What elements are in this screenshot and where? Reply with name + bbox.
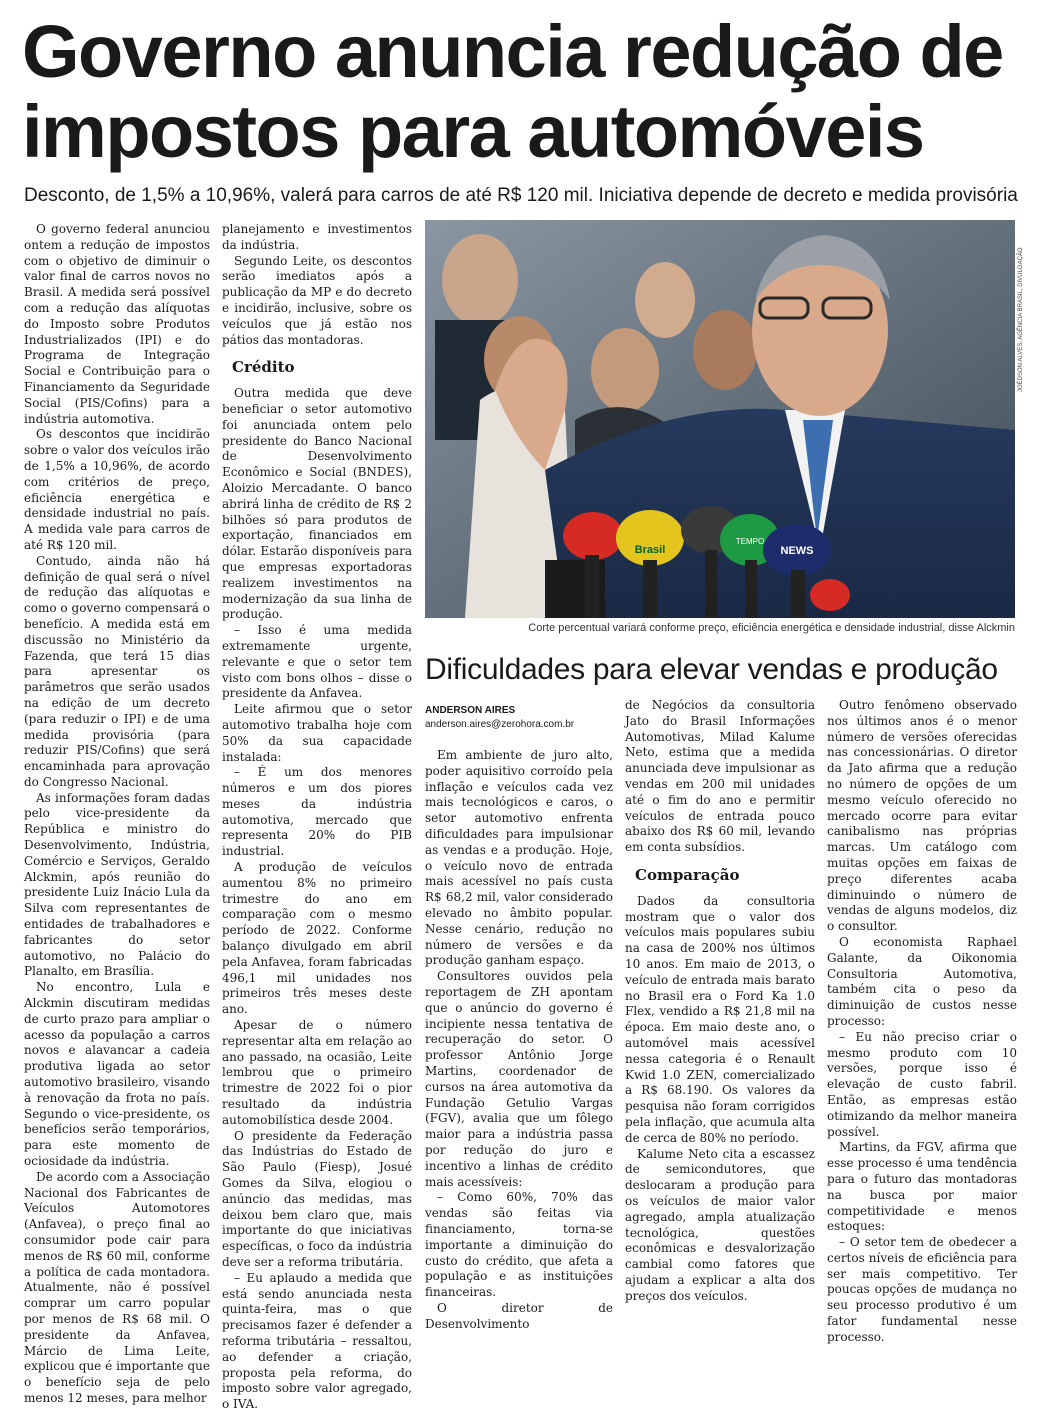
headline: Governo anuncia redução de impostos para automóveis [22,10,1003,173]
paragraph: Dados da consultoria mostram que o valor dos veículos mais populares subiu na casa de 200% nos últimos 10 anos. Em maio de 2013, o veículo de entrada mais barato no Brasil era o Ford Ka 1.0 Flex, vendido a R$ 21,8 mil na época. Em maio deste ano, o automóvel mais acessível nessa categoria é o Renault Kwid 1.0 ZEN, comercializado a R$ 68.190. Os valores da pesquisa não foram corrigidos pela inflação, que acumula alta de cerca de 80% no período. [625,893,815,1145]
paragraph: No encontro, Lula e Alckmin discutiram medidas de curto prazo para ampliar o acesso da população a carros novos e alavancar a cadeia produtiva ligada ao setor automotivo brasileiro, visando à renovação da frota no país. Segundo o vice-presidente, os benefícios serão temporários, para este momento de ociosidade da indústria. [24,980,210,1169]
paragraph: Segundo Leite, os descontos serão imediatos após a publicação da MP e do decreto e incidirão, inclusive, sobre os veículos que já estão nos pátios das montadoras. [222,253,412,347]
sidebar-headline: Dificuldades para elevar vendas e produção [425,653,998,686]
deck: Desconto, de 1,5% a 10,96%, valerá para carros de até R$ 120 mil. Iniciativa depende de decreto e medida provisória [24,185,1018,206]
mic-label: NEWS [780,545,814,557]
photo-credit: JOÉDSON ALVES, AGÊNCIA BRASIL, DIVULGAÇÃO [1018,247,1024,392]
paragraph: Os descontos que incidirão sobre o valor dos veículos irão de 1,5% a 10,96%, de acordo com critérios de preço, eficiência energética e densidade industrial no país. A medida vale para carros de até R$ 120 mil. [24,427,210,552]
mic-label: Brasil [634,544,666,556]
mic-label: TEMPO [735,537,765,546]
paragraph: – Eu aplaudo a medida que está sendo anunciada nesta quinta-feira, mas o que precisamos fazer é defender a reforma tributária – ressaltou, ao defender a criação, proposta pela reforma, do imposto sobre valor agregado, o IVA. [222,1270,412,1412]
paragraph: – Eu não preciso criar o mesmo produto com 10 versões, porque isso é elevação de custo fabril. Então, as empresas estão otimizando da melhor maneira possível. [827,1029,1017,1139]
paragraph: O presidente da Federação das Indústrias do Estado de São Paulo (Fiesp), Josué Gomes da Silva, elogiou o anúncio das medidas, mas deixou bem claro que, mais importante do que iniciativas específicas, o foco da indústria deve ser a reforma tributária. [222,1128,412,1269]
paragraph: De acordo com a Associação Nacional dos Fabricantes de Veículos Automotores (Anfavea), o preço final ao consumidor pode cair para menos de R$ 60 mil, conforme a política de cada montadora. Atualmente, não é possível comprar um carro popular por menos de R$ 68 mil. O presidente da Anfavea, Márcio de Lima Leite, explicou que é importante que o benefício seja de pelo menos 12 meses, para melhor [24,1169,210,1405]
paragraph: Consultores ouvidos pela reportagem de ZH apontam que o anúncio do governo é incipiente nessa tentativa de recuperação do setor. O professor Antônio Jorge Martins, coordenador de cursos na área automotiva da Fundação Getulio Vargas (FGV), avalia que um fôlego maior para a indústria passa por redução do juro e incentivo a linhas de crédito mais acessíveis: [425,969,613,1189]
author-email: anderson.aires@zerohora.com.br [425,719,575,730]
photo-illustration [425,220,1015,618]
paragraph: Kalume Neto cita a escassez de semicondutores, que deslocaram a produção para os veículos de maior valor agregado, ampla atualização tecnológica, questões econômicas e desvalorização cambial como fatores que ajudam a explicar a alta dos preços dos veículos. [625,1146,815,1303]
paragraph: – É um dos menores números e um dos piores meses da indústria automotiva, mercado que representa 20% do PIB industrial. [222,765,412,859]
paragraph: O governo federal anunciou ontem a redução de impostos com o objetivo de diminuir o valor final de carros novos no Brasil. A medida será possível com a redução das alíquotas do Imposto sobre Produtos Industrializados (IPI) e do Programa de Integração Social e Contribuição para o Financiamento da Seguridade Social (PIS/Cofins) para a indústria automotiva. [24,222,210,426]
paragraph: A produção de veículos aumentou 8% no primeiro trimestre do ano em comparação com o mesmo período de 2022. Conforme balanço divulgado em abril pela Anfavea, foram fabricadas 496,1 mil unidades nos primeiros três meses deste ano. [222,860,412,1017]
sidebar-column-2 [625,698,815,1303]
paragraph: As informações foram dadas pelo vice-presidente da República e ministro do Desenvolvimento, Indústria, Comércio e Serviços, Geraldo Alckmin, após reunião do presidente Luiz Inácio Lula da Silva com representantes de entidades de trabalhadores e fabricantes do setor automotivo, no Palácio do Planalto, em Brasília. [24,790,210,979]
paragraph: – Isso é uma medida extremamente urgente, relevante e que o setor tem visto com bons olhos – disse o presidente da Anfavea. [222,623,412,701]
byline [425,704,615,732]
sidebar-column-1 [425,748,613,1331]
paragraph: O diretor de Desenvolvimento [425,1300,613,1331]
paragraph: planejamento e investimentos da indústria. [222,222,412,252]
paragraph: Contudo, ainda não há definição de qual será o nível de redução das alíquotas e como o governo compensará o benefício. A medida está em discussão no Ministério da Fazenda, que terá 15 dias para apresentar os parâmetros que serão usados na edição de um decreto (para reduzir o IPI) e de uma medida provisória (para reduzir PIS/Cofins) que será encaminhada para aprovação do Congresso Nacional. [24,553,210,789]
paragraph: Outro fenômeno observado nos últimos anos é o menor número de versões oferecidas nas concessionárias. O diretor da Jato afirma que a redução no número de opções de um mesmo veículo oferecido no mercado ocorre para evitar canibalismo nas próprias marcas. Um catálogo com muitas opções em faixas de preço diferentes acaba diminuindo o número de vendas de alguns modelos, diz o consultor. [827,698,1017,934]
paragraph: Outra medida que deve beneficiar o setor automotivo foi anunciada ontem pelo presidente do Banco Nacional de Desenvolvimento Econômico e Social (BNDES), Aloizio Mercadante. O banco abrirá linha de crédito de R$ 2 bilhões só para produtos de exportação, financiados em dólar. Estarão disponíveis para que empresas exportadoras realizem investimentos na modernização da sua linha de produção. [222,386,412,622]
news-photo [425,220,1015,618]
photo-caption: Corte percentual variará conforme preço, eficiência energética e densidade industrial, disse Alckmin [528,622,1015,634]
paragraph: – Como 60%, 70% das vendas são feitas via financiamento, torna-se importante a diminuição do custo do crédito, que afeta a população e as instituições financeiras. [425,1190,613,1300]
author-name: ANDERSON AIRES [425,705,516,716]
subhead-credito: Crédito [232,358,295,377]
paragraph: – O setor tem de obedecer a certos níveis de eficiência para ser mais competitivo. Ter poucas opções de mudança no seu processo produtivo é um fator fundamental nesse processo. [827,1235,1017,1344]
paragraph: Leite afirmou que o setor automotivo trabalha hoje com 50% da sua capacidade instalada: [222,702,412,764]
paragraph: Em ambiente de juro alto, poder aquisitivo corroído pela inflação e veículos cada vez mais tecnológicos e caros, o setor automotivo enfrenta dificuldades para impulsionar as vendas e a produção. Hoje, o veículo novo de entrada mais acessível no país custa R$ 68,2 mil, valor considerado elevado no âmbito popular. Nesse cenário, redução no número de versões e da produção ganham espaço. [425,748,613,968]
article-column-1 [24,222,210,1405]
paragraph: O economista Raphael Galante, da Oikonomia Consultoria Automotiva, também cita o peso da diminuição de custos nesse processo: [827,934,1017,1028]
sidebar-column-3 [827,698,1017,1344]
paragraph: de Negócios da consultoria Jato do Brasil Informações Automotivas, Milad Kalume Neto, estima que a medida anunciada deve impulsionar as vendas em 200 mil unidades até o fim do ano e permitir veículos de entrada pouco abaixo dos R$ 60 mil, levando em conta subsídios. [625,698,815,855]
paragraph: Apesar de o número representar alta em relação ao ano passado, na ocasião, Leite lembrou que o primeiro trimestre de 2022 foi o pior resultado da indústria automobilística desde 2004. [222,1018,412,1127]
article-column-2 [222,222,412,1412]
subhead-comparacao: Comparação [635,865,740,884]
paragraph: Martins, da FGV, afirma que esse processo é uma tendência para o futuro das montadoras na busca por maior competitividade e menos estoques: [827,1140,1017,1234]
